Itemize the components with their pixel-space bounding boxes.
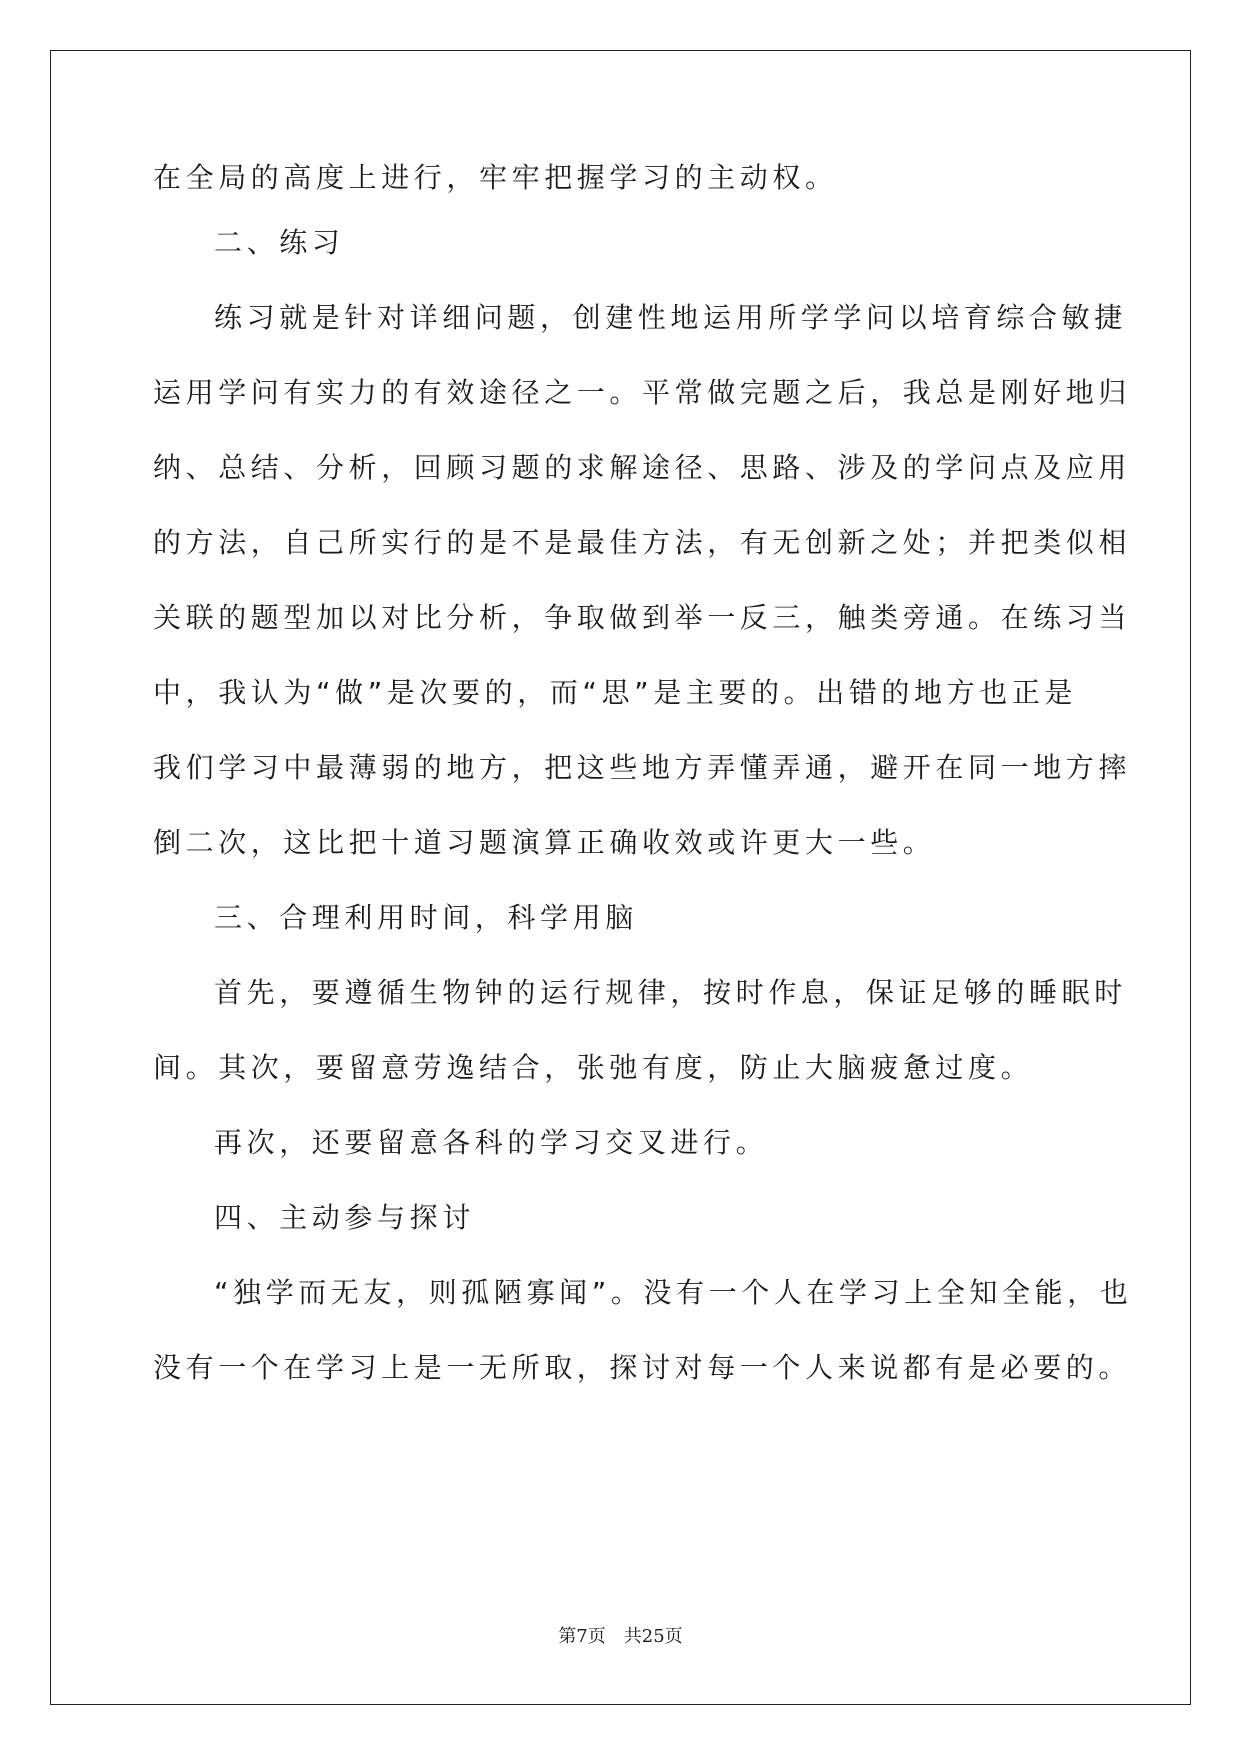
body-text-line: 运用学问有实力的有效途径之一。平常做完题之后，我总是刚好地归: [153, 376, 1132, 409]
body-text-line: 倒二次，这比把十道习题演算正确收效或许更大一些。: [153, 826, 936, 859]
body-text-line: 我们学习中最薄弱的地方，把这些地方弄懂弄通，避开在同一地方摔: [153, 751, 1132, 784]
body-text-line: 纳、总结、分析，回顾习题的求解途径、思路、涉及的学问点及应用: [153, 451, 1132, 484]
paragraph-first-line: 首先，要遵循生物钟的运行规律，按时作息，保证足够的睡眠时: [214, 976, 1127, 1009]
page-number-footer: 第7页 共25页: [558, 1626, 683, 1647]
paragraph-first-line: “独学而无友，则孤陋寡闻”。没有一个人在学习上全知全能，也: [214, 1276, 1133, 1309]
body-text-line: 中，我认为“做”是次要的，而“思”是主要的。出错的地方也正是: [153, 676, 1078, 709]
body-text-line: 间。其次，要留意劳逸结合，张弛有度，防止大脑疲惫过度。: [153, 1051, 1034, 1084]
paragraph-first-line: 再次，还要留意各科的学习交叉进行。: [214, 1126, 769, 1159]
body-text-line: 在全局的高度上进行，牢牢把握学习的主动权。: [153, 161, 838, 194]
section-heading-time: 三、合理利用时间，科学用脑: [214, 901, 638, 934]
body-text-line: 没有一个在学习上是一无所取，探讨对每一个人来说都有是必要的。: [153, 1351, 1132, 1384]
body-text-line: 关联的题型加以对比分析，争取做到举一反三，触类旁通。在练习当: [153, 601, 1132, 634]
body-text-line: 的方法，自己所实行的是不是最佳方法，有无创新之处；并把类似相: [153, 526, 1132, 559]
paragraph-first-line: 练习就是针对详细问题，创建性地运用所学学问以培育综合敏捷: [214, 301, 1127, 334]
section-heading-practice: 二、练习: [214, 226, 345, 259]
section-heading-discussion: 四、主动参与探讨: [214, 1201, 475, 1234]
